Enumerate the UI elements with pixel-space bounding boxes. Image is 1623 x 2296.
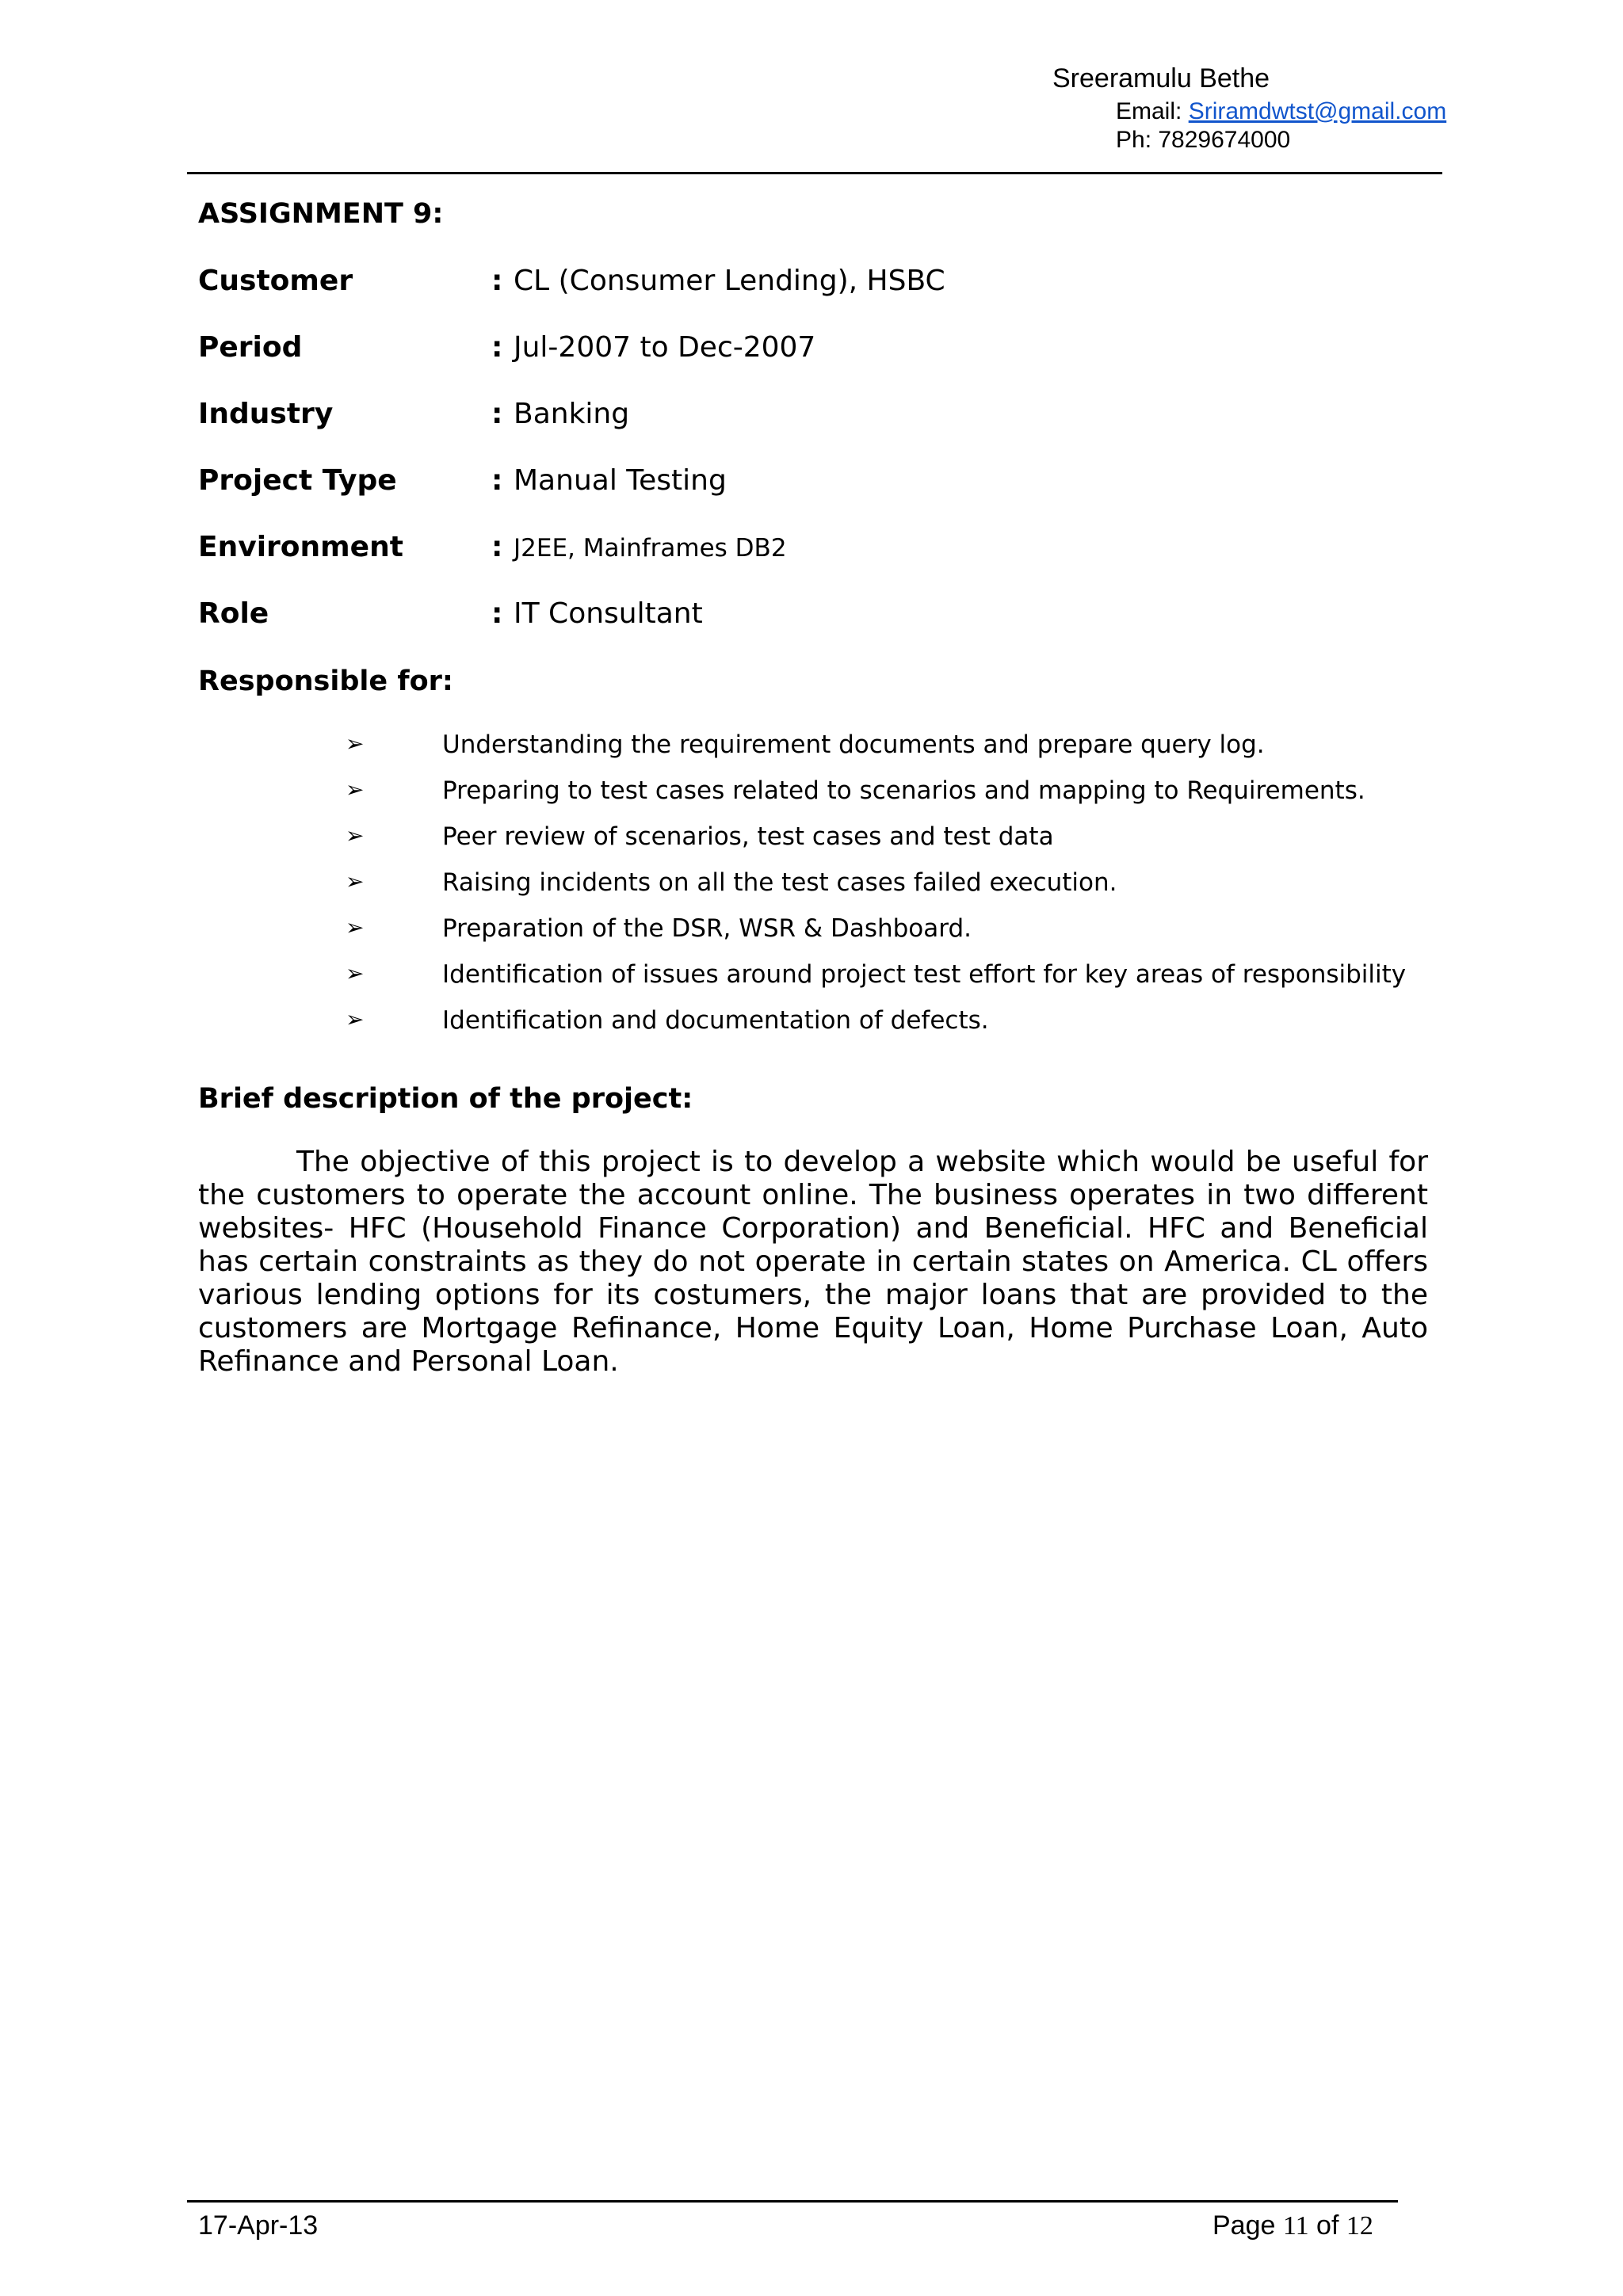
assignment-title: ASSIGNMENT 9: [198, 198, 444, 230]
arrowhead-bullet-icon: ➢ [346, 914, 365, 940]
page-prefix: Page [1212, 2210, 1283, 2241]
page-current: 11 [1282, 2211, 1309, 2241]
field-colon: : [491, 597, 503, 630]
field-label: Role [198, 597, 269, 630]
field-label: Period [198, 331, 303, 364]
author-name: Sreeramulu Bethe [1052, 63, 1270, 93]
field-colon: : [491, 531, 503, 563]
field-label: Industry [198, 398, 334, 430]
brief-heading: Brief description of the project: [198, 1083, 693, 1115]
brief-description: The objective of this project is to develop a website which would be useful for the customers to operate the account online. The business operates in two different websites- HFC (Household Finance Corporation) and Beneficial. HFC and Beneficial has certain constraints as they do not operate in certain states on America. CL offers various lending options for its costumers, the major loans that are provided to the customers are Mortgage Refinance, Home Equity Loan, Home Purchase Loan, Auto Refinance and Personal Loan. [198, 1146, 1428, 1378]
footer-date: 17-Apr-13 [198, 2210, 319, 2241]
author-phone: Ph: 7829674000 [1116, 127, 1291, 153]
author-email-line [1116, 98, 1446, 125]
field-value: Banking [514, 398, 630, 430]
arrowhead-bullet-icon: ➢ [346, 1006, 365, 1032]
field-label: Customer [198, 265, 353, 297]
arrowhead-bullet-icon: ➢ [346, 776, 365, 803]
responsible-heading: Responsible for: [198, 666, 453, 697]
field-colon: : [491, 265, 503, 297]
field-value: Jul-2007 to Dec-2007 [514, 331, 816, 364]
field-colon: : [491, 464, 503, 497]
list-item-text: Understanding the requirement documents and prepare query log. [442, 730, 1265, 759]
field-label: Environment [198, 531, 403, 563]
arrowhead-bullet-icon: ➢ [346, 960, 365, 986]
arrowhead-bullet-icon: ➢ [346, 822, 365, 849]
field-value: CL (Consumer Lending), HSBC [514, 265, 945, 297]
field-value: Manual Testing [514, 464, 727, 497]
field-value: J2EE, Mainframes DB2 [514, 534, 787, 563]
list-item-text: Preparing to test cases related to scenarios and mapping to Requirements. [442, 776, 1365, 805]
list-item-text: Peer review of scenarios, test cases and test data [442, 822, 1054, 851]
page-number [1212, 2210, 1373, 2241]
arrowhead-bullet-icon: ➢ [346, 730, 365, 757]
field-value: IT Consultant [514, 597, 703, 630]
list-item-text: Preparation of the DSR, WSR & Dashboard. [442, 914, 972, 943]
header-divider [187, 172, 1442, 174]
list-item-text: Identification and documentation of defects. [442, 1006, 989, 1035]
email-link[interactable]: Sriramdwtst@gmail.com [1188, 98, 1447, 124]
list-item-text: Raising incidents on all the test cases failed execution. [442, 868, 1117, 897]
email-label: Email: [1116, 98, 1189, 124]
field-label: Project Type [198, 464, 397, 497]
page-of: of [1308, 2210, 1346, 2241]
arrowhead-bullet-icon: ➢ [346, 868, 365, 894]
page-total: 12 [1346, 2211, 1373, 2241]
field-colon: : [491, 398, 503, 430]
footer-divider [187, 2200, 1398, 2203]
list-item-text: Identification of issues around project test effort for key areas of responsibility [442, 960, 1407, 989]
field-colon: : [491, 331, 503, 364]
